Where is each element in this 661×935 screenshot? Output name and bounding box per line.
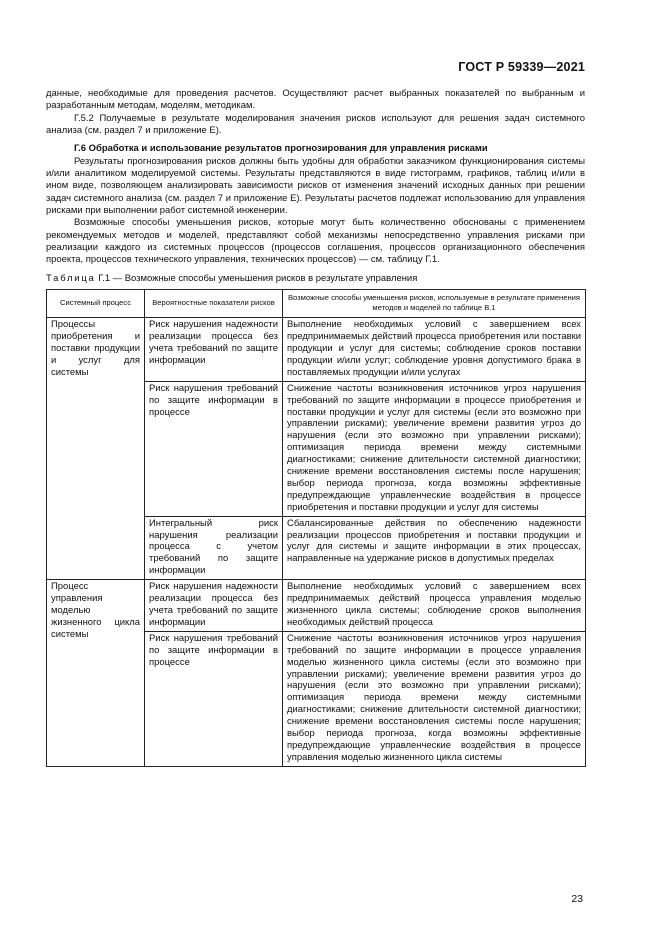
table-header-row — [47, 290, 586, 318]
methods-cell: Выполнение необходимых условий с завершением всех предпринимаемых действий процесса приобретения или поставки продукции и услуг для системы; соблюдение сроков поставки продукции и/или услуг; соблюдение уровня допустимого брака в поставляемых продукции и/или услугах — [283, 318, 586, 382]
header-process: Системный процесс — [47, 290, 145, 318]
indicator-cell: Риск нарушения требований по защите информации в процессе — [145, 631, 283, 766]
standard-number: ГОСТ Р 59339—2021 — [458, 60, 585, 74]
table-caption — [46, 273, 585, 285]
table-row — [47, 580, 586, 632]
page-number: 23 — [571, 893, 583, 905]
section-heading-g6: Г.6 Обработка и использование результатов прогнозирования для управления рисками — [74, 143, 488, 155]
indicator-cell: Риск нарушения надежности реализации процесса без учета требований по защите информации — [145, 580, 283, 632]
methods-cell: Снижение частоты возникновения источников угроз нарушения требований по защите информации в процессе приобретения и поставки продукции и услуг для системы (если это возможно при управлении рисками); увеличение времени развития угроз до нарушения (если это возможно при управлении рисками); оптимизация периода времени между системными диагностиками; снижение длительности системной диагностики; снижение времени восстановления системы после нарушения; выбор периода прогноза, когда возможны эффективные предупреждающие управленческие воздействия в процессе приобретения и поставки продукции и услуг для системы — [283, 381, 586, 516]
paragraph-continuation: данные, необходимые для проведения расчетов. Осуществляют расчет выбранных показателей по выбранным и разработанным методам, моделям, методикам. — [46, 88, 585, 112]
indicator-cell: Риск нарушения надежности реализации процесса без учета требований по защите информации — [145, 318, 283, 382]
page-body — [46, 88, 585, 767]
process-cell: Процессы приобретения и поставки продукции и услуг для системы — [47, 318, 145, 580]
paragraph-methods: Возможные способы уменьшения рисков, которые могут быть количественно обоснованы с применением рекомендуемых методов и моделей, представляют собой механизмы непосредственно управления рисками при реализации каждого из системных процессов (процессов соглашения, процессов организационного обеспечения проекта, процессов технического управления, технических процессов) — см. таблицу Г.1. — [46, 217, 585, 266]
table-caption-prefix: Таблица — [46, 272, 96, 284]
methods-cell: Выполнение необходимых условий с завершением всех предпринимаемых действий процесса управления моделью жизненного цикла системы; соблюдение сроков выполнения необходимых действий процесса — [283, 580, 586, 632]
header-indicators: Вероятностные показатели рисков — [145, 290, 283, 318]
paragraph-g52: Г.5.2 Получаемые в результате моделирования значения рисков используют для решения задач системного анализа (см. раздел 7 и приложение Е). — [46, 112, 585, 137]
header-methods: Возможные способы уменьшения рисков, используемые в результате применения методов и моделей по таблице В.1 — [283, 290, 586, 318]
methods-cell: Снижение частоты возникновения источников угроз нарушения требований по защите информации в процессе управления моделью жизненного цикла системы (если это возможно при управлении рисками); увеличение времени развития угроз до нарушения (если это возможно при управлении рисками); оптимизация периода времени между системными диагностиками; снижение длительности системной диагностики; снижение времени восстановления системы после нарушения; выбор периода прогноза, когда возможны эффективные предупреждающие управленческие воздействия в процессе управления моделью жизненного цикла системы — [283, 631, 586, 766]
table-caption-text: Г.1 — Возможные способы уменьшения рисков в результате управления — [98, 272, 418, 284]
methods-cell: Сбалансированные действия по обеспечению надежности реализации процессов приобретения и поставки продукции и услуг для системы и защите информации в этих процессах, направленные на удержание рисков в допустимых пределах — [283, 516, 586, 580]
indicator-cell: Интегральный риск нарушения реализации процесса с учетом требований по защите информации — [145, 516, 283, 580]
paragraph-results: Результаты прогнозирования рисков должны быть удобны для обработки заказчиком функционирования системы и/или аналитиком моделируемой системы. Результаты представляются в виде гистограмм, графиков, таблиц и/или в ином виде, позволяющем анализировать зависимости рисков от изменения значений исходных данных при решении задач системного анализа (см. раздел 7 и приложение Е). Результаты расчетов подлежат использованию для управления рисками при выполнении работ системной инженерии. — [46, 155, 585, 217]
risk-table — [46, 289, 586, 767]
process-cell: Процесс управления моделью жизненного цикла системы — [47, 580, 145, 767]
indicator-cell: Риск нарушения требований по защите информации в процессе — [145, 381, 283, 516]
table-row — [47, 318, 586, 382]
